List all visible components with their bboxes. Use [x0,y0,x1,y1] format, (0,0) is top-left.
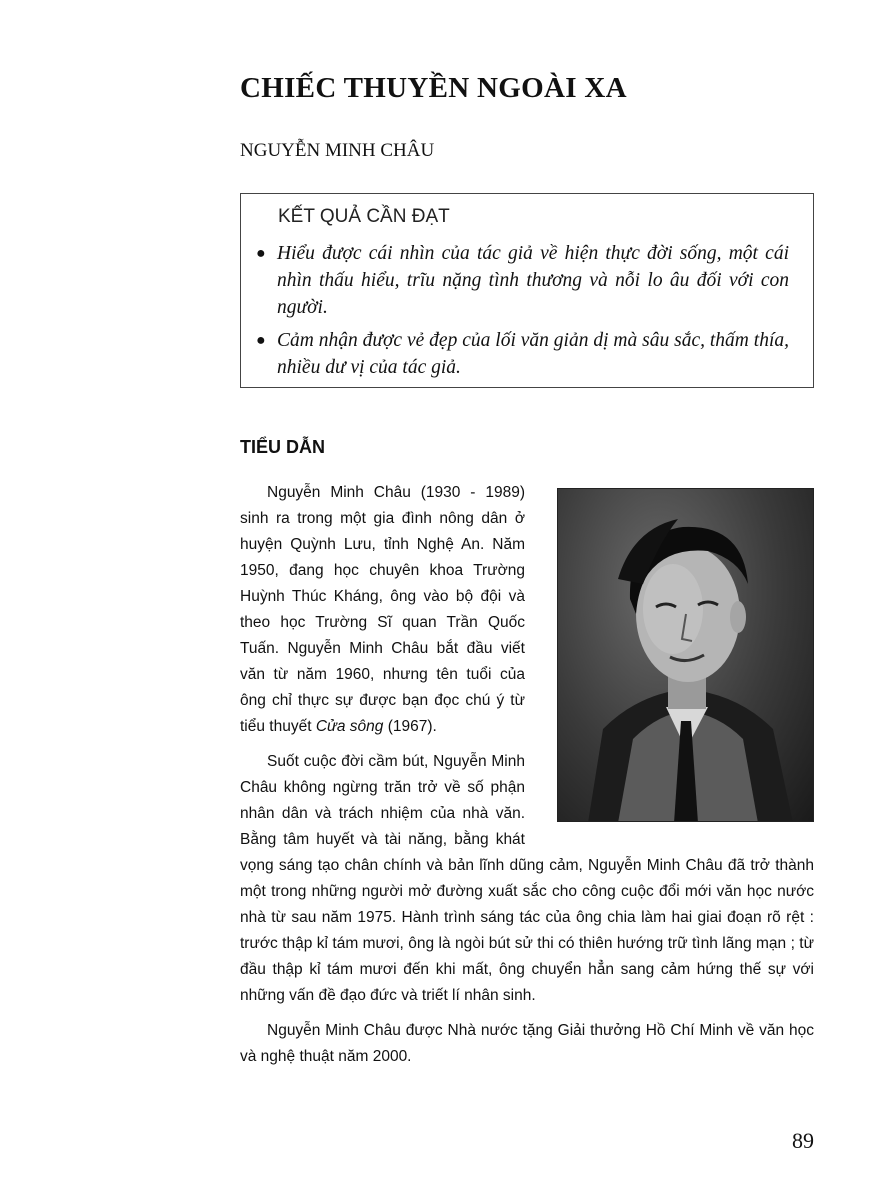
learning-outcomes-heading: KẾT QUẢ CẦN ĐẠT [278,206,450,227]
bullet-icon: ● [256,245,266,262]
portrait-illustration [558,489,814,822]
paragraph: Suốt cuộc đời cầm bút, Nguyễn Minh Châu không ngừng trăn trở về số phận nhân dân và trách nhiệm của nhà văn. Bằng tâm huyết và tài năng, bằng khát vọng sáng tạo chân chính và bản lĩnh dũng cảm, Nguyễn Minh Châu đã trở thành một trong những người mở đường xuất sắc cho công cuộc đổi mới văn học nước nhà từ sau năm 1975. Hành trình sáng tác của ông chia làm hai giai đoạn rõ rệt : trước thập kỉ tám mươi, ông là ngòi bút sử thi có thiên hướng trữ tình lãng mạn ; từ đầu thập kỉ tám mươi đến khi mất, ông chuyển hẳn sang cảm hứng thế sự với những vấn đề đạo đức và triết lí nhân sinh. [240,753,814,1004]
learning-outcomes-box [240,193,814,388]
learning-outcomes-list [241,240,813,387]
bullet-icon: ● [256,332,266,349]
page-title: CHIẾC THUYỀN NGOÀI XA [240,72,627,104]
list-item [241,240,813,321]
article-body [240,480,814,1079]
goal-text: Hiểu được cái nhìn của tác giả về hiện thực đời sống, một cái nhìn thấu hiểu, trĩu nặng tình thương và nỗi lo âu đối với con người. [277,243,789,318]
paragraph: Nguyễn Minh Châu được Nhà nước tặng Giải thưởng Hồ Chí Minh về văn học và nghệ thuật năm 2000. [240,1022,814,1065]
paragraph-text: Nguyễn Minh Châu (1930 - 1989) sinh ra trong một gia đình nông dân ở huyện Quỳnh Lưu, tỉnh Nghệ An. Năm 1950, đang học chuyên khoa Trường Huỳnh Thúc Kháng, ông vào bộ đội và theo học Trường Sĩ quan Trần Quốc Tuấn. Nguyễn Minh Châu bắt đầu viết văn từ năm 1960, nhưng tên tuổi của ông chỉ thực sự được bạn đọc chú ý từ tiểu thuyết [240,484,525,735]
author-portrait [557,488,814,822]
section-heading: TIỂU DẪN [240,437,325,457]
paragraph-text: (1967). [383,718,437,735]
goal-text: Cảm nhận được vẻ đẹp của lối văn giản dị mà sâu sắc, thấm thía, nhiều dư vị của tác giả. [277,330,789,378]
author-name: NGUYỄN MINH CHÂU [240,140,435,161]
work-title: Cửa sông [315,718,384,735]
page-number: 89 [792,1128,814,1153]
list-item [241,327,813,381]
